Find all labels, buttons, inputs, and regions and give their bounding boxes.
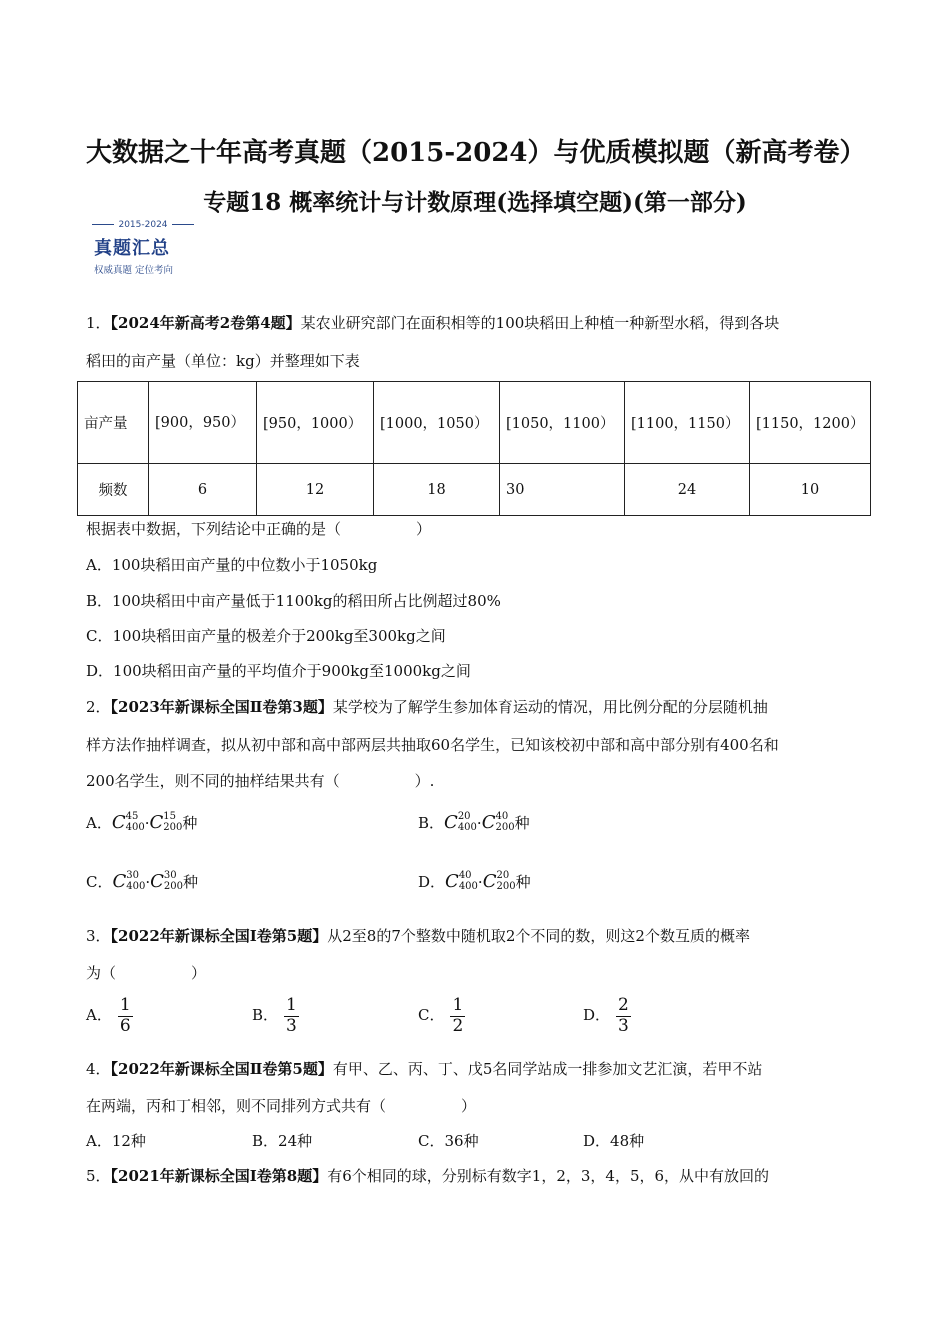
q5-source: 【2021年新课标全国Ⅰ卷第8题】 bbox=[110, 1167, 328, 1185]
q4-option-b: B．24种 bbox=[252, 1132, 313, 1150]
q3-stem-2: 为（ ） bbox=[86, 964, 207, 982]
q4-stem-2: 在两端，丙和丁相邻，则不同排列方式共有（ ） bbox=[86, 1097, 477, 1115]
q4-number: 4． bbox=[86, 1060, 111, 1078]
q4-line1 bbox=[86, 1058, 762, 1079]
q5-line1 bbox=[86, 1165, 769, 1186]
q3-option-d: D． $\frac{2}{3}$ bbox=[583, 995, 629, 1036]
q2-stem-1: 某学校为了解学生参加体育运动的情况，用比例分配的分层随机抽 bbox=[332, 698, 768, 716]
q1-option-a: A．100块稻田亩产量的中位数小于1050kg bbox=[86, 556, 378, 574]
q1-stem-2: 稻田的亩产量（单位：kg）并整理如下表 bbox=[86, 352, 360, 370]
q2-source: 【2023年新课标全国Ⅱ卷第3题】 bbox=[110, 698, 333, 716]
section-logo bbox=[88, 220, 208, 280]
table-cell: 18 bbox=[374, 464, 500, 516]
document-subtitle: 专题18 概率统计与计数原理(选择填空题)(第一部分) bbox=[203, 189, 747, 216]
logo-tagline: 权威真题 定位考向 bbox=[94, 265, 174, 276]
logo-years: 2015-2024 bbox=[88, 220, 198, 230]
q3-option-b: B． $\frac{1}{3}$ bbox=[252, 995, 297, 1036]
table-cell: 10 bbox=[750, 464, 871, 516]
q1-line1 bbox=[86, 312, 779, 333]
q2-option-b: B．C 20 400 ·C 40 200 种 bbox=[418, 811, 530, 833]
q2-option-a: A．C 45 400 ·C 15 200 种 bbox=[86, 811, 198, 833]
q2-line1 bbox=[86, 696, 768, 717]
q5-stem-1: 有6个相同的球，分别标有数字1，2，3，4，5，6，从中有放回的 bbox=[327, 1167, 770, 1185]
logo-main-text: 真题汇总 bbox=[94, 238, 170, 259]
table-cell: [1000，1050） bbox=[374, 382, 500, 464]
document-title: 大数据之十年高考真题（2015-2024）与优质模拟题（新高考卷） bbox=[86, 138, 866, 168]
q2-number: 2． bbox=[86, 698, 111, 716]
table-cell: 30 bbox=[500, 464, 625, 516]
q4-option-a: A．12种 bbox=[86, 1132, 146, 1150]
table-cell: [1100，1150） bbox=[625, 382, 750, 464]
table-cell: 6 bbox=[149, 464, 257, 516]
q3-stem-1: 从2至8的7个整数中随机取2个不同的数，则这2个数互质的概率 bbox=[327, 927, 750, 945]
q2-stem-2: 样方法作抽样调查，拟从初中部和高中部两层共抽取60名学生，已知该校初中部和高中部分别有400名和 bbox=[86, 736, 779, 754]
q3-line1 bbox=[86, 925, 750, 946]
q1-number: 1． bbox=[86, 314, 111, 332]
q4-source: 【2022年新课标全国Ⅱ卷第5题】 bbox=[110, 1060, 333, 1078]
q2-option-d: D．C 40 400 ·C 20 200 种 bbox=[418, 870, 531, 892]
q3-option-c: C． $\frac{1}{2}$ bbox=[418, 995, 464, 1036]
q4-stem-1: 有甲、乙、丙、丁、戊5名同学站成一排参加文艺汇演，若甲不站 bbox=[332, 1060, 763, 1078]
q1-option-b: B．100块稻田中亩产量低于1100kg的稻田所占比例超过80% bbox=[86, 592, 501, 610]
q5-number: 5． bbox=[86, 1167, 111, 1185]
q4-option-c: C．36种 bbox=[418, 1132, 479, 1150]
q2-option-c: C．C 30 400 ·C 30 200 种 bbox=[86, 870, 199, 892]
q1-stem-1: 某农业研究部门在面积相等的100块稻田上种植一种新型水稻，得到各块 bbox=[300, 314, 780, 332]
yield-table bbox=[77, 381, 871, 516]
table-cell: [900，950） bbox=[149, 382, 257, 464]
table-cell: 12 bbox=[257, 464, 374, 516]
q4-option-d: D．48种 bbox=[583, 1132, 645, 1150]
table-row bbox=[78, 382, 871, 464]
q1-source: 【2024年新高考2卷第4题】 bbox=[110, 314, 301, 332]
table-cell: [1150，1200） bbox=[750, 382, 871, 464]
table-row-label: 频数 bbox=[78, 464, 149, 516]
table-cell: 24 bbox=[625, 464, 750, 516]
table-cell: [1050，1100） bbox=[500, 382, 625, 464]
q1-option-d: D．100块稻田亩产量的平均值介于900kg至1000kg之间 bbox=[86, 662, 471, 680]
q3-number: 3． bbox=[86, 927, 111, 945]
q3-option-a: A． $\frac{1}{6}$ bbox=[86, 995, 131, 1036]
table-row bbox=[78, 464, 871, 516]
q1-option-c: C．100块稻田亩产量的极差介于200kg至300kg之间 bbox=[86, 627, 446, 645]
q3-source: 【2022年新课标全国Ⅰ卷第5题】 bbox=[110, 927, 328, 945]
q1-prompt: 根据表中数据，下列结论中正确的是（ ） bbox=[86, 520, 432, 538]
table-cell: [950，1000） bbox=[257, 382, 374, 464]
table-row-label: 亩产量 bbox=[78, 382, 149, 464]
q2-stem-3: 200名学生，则不同的抽样结果共有（ ）. bbox=[86, 772, 435, 790]
